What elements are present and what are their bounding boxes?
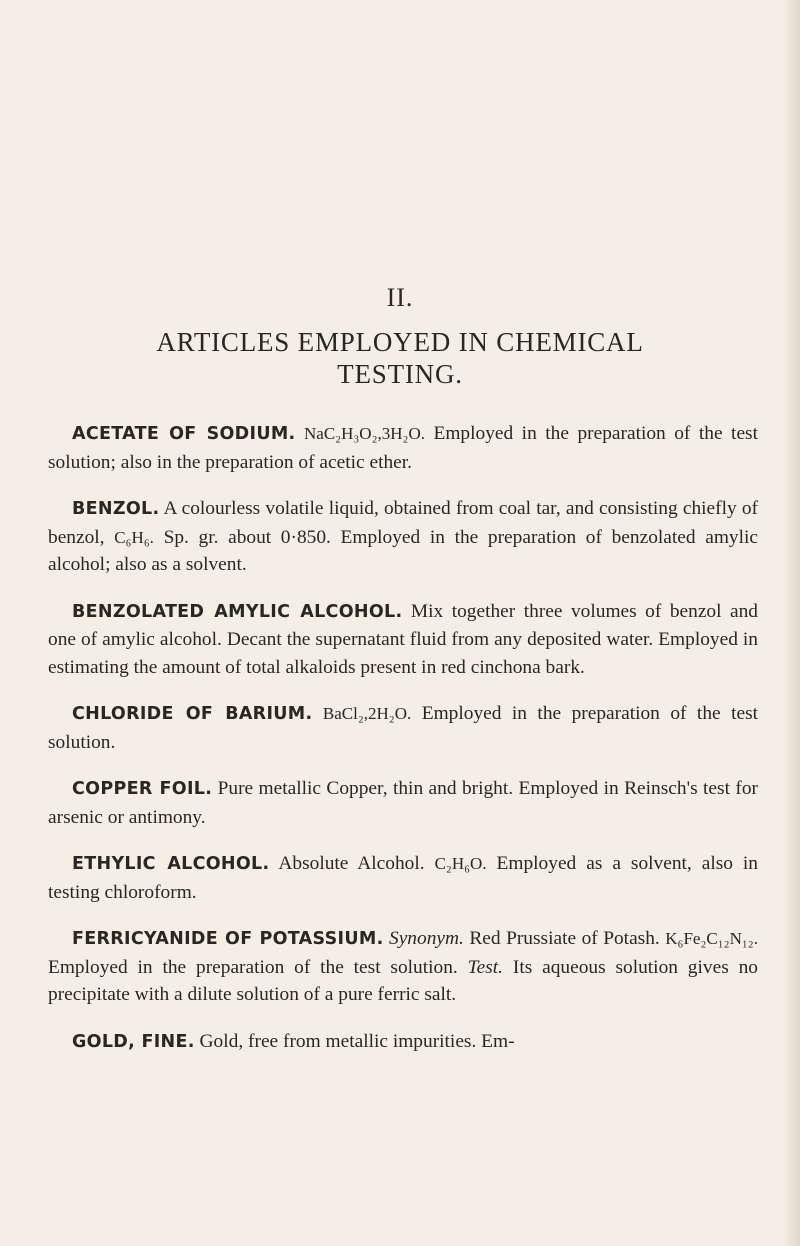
entry-heading: ETHYLIC ALCOHOL. <box>72 854 270 874</box>
chemical-formula: NaC₂H₃O₂,3H₂O. <box>304 424 425 443</box>
chemical-formula: C₂H₆O. <box>434 854 487 873</box>
entry-text: Employed in the preparation of the test solution. <box>48 703 759 753</box>
test-label: Test. <box>467 956 504 978</box>
entry-heading: BENZOL. <box>72 499 160 519</box>
entry-copper-foil <box>48 775 758 831</box>
entry-text: Mix together three volumes of benzol and one of amylic alcohol. Decant the supernatant fluid from any deposited water. Employed in estimating the amount of total alkaloids present in red cinchona bark. <box>48 600 758 678</box>
entry-ferricyanide-of-potassium <box>48 925 758 1009</box>
entry-heading: ACETATE OF SODIUM. <box>72 424 296 444</box>
entry-chloride-of-barium <box>48 700 758 756</box>
entries-list <box>48 420 758 1075</box>
chapter-title-line-2: TESTING. <box>337 359 463 389</box>
entry-text: Employed as a solvent, also in testing chloroform. <box>48 853 758 903</box>
entry-benzolated-amylic-alcohol <box>48 598 758 682</box>
chapter-number: II. <box>386 283 414 312</box>
entry-benzol <box>48 495 758 579</box>
entry-text: Absolute Alcohol. <box>278 853 425 874</box>
entry-heading: FERRICYANIDE OF POTASSIUM. <box>72 929 384 949</box>
chemical-formula: C₆H₆. <box>114 527 154 547</box>
entry-heading: GOLD, FINE. <box>72 1031 195 1052</box>
entry-text: Employed in the preparation of the test solution; also in the preparation of acetic ether. <box>48 423 758 473</box>
entry-text: A colourless volatile liquid, obtained from coal tar, and consisting chiefly of benzol, <box>48 498 758 548</box>
page-edge-shadow <box>782 0 800 1246</box>
entry-heading: COPPER FOIL. <box>72 779 213 799</box>
synonym-label: Synonym. <box>389 928 464 949</box>
entry-text: Gold, free from metallic impurities. Em- <box>199 1030 515 1052</box>
entry-text: Its aqueous solution gives no precipitate with a dilute solution of a pure ferric salt. <box>48 956 758 1005</box>
entry-heading: BENZOLATED AMYLIC ALCOHOL. <box>72 601 403 622</box>
entry-text: Sp. gr. about 0·850. Employed in the preparation of benzolated amylic alcohol; also as a solvent. <box>48 526 758 575</box>
entry-ethylic-alcohol <box>48 850 758 906</box>
chemical-formula: BaCl₂,2H₂O. <box>322 704 412 723</box>
entry-text: Red Prussiate of Potash. <box>469 928 660 949</box>
entry-text: Employed in the preparation of the test solution. <box>48 956 458 978</box>
chemical-formula: K₆Fe₂C₁₂N₁₂. <box>665 929 758 948</box>
entry-heading: CHLORIDE OF BARIUM. <box>72 704 313 724</box>
entry-text: Pure metallic Copper, thin and bright. Employed in Reinsch's test for arsenic or antimony. <box>48 778 758 828</box>
chapter-title-line-1: ARTICLES EMPLOYED IN CHEMICAL <box>156 327 644 357</box>
entry-acetate-of-sodium <box>48 420 758 476</box>
entry-gold-fine <box>48 1028 758 1057</box>
